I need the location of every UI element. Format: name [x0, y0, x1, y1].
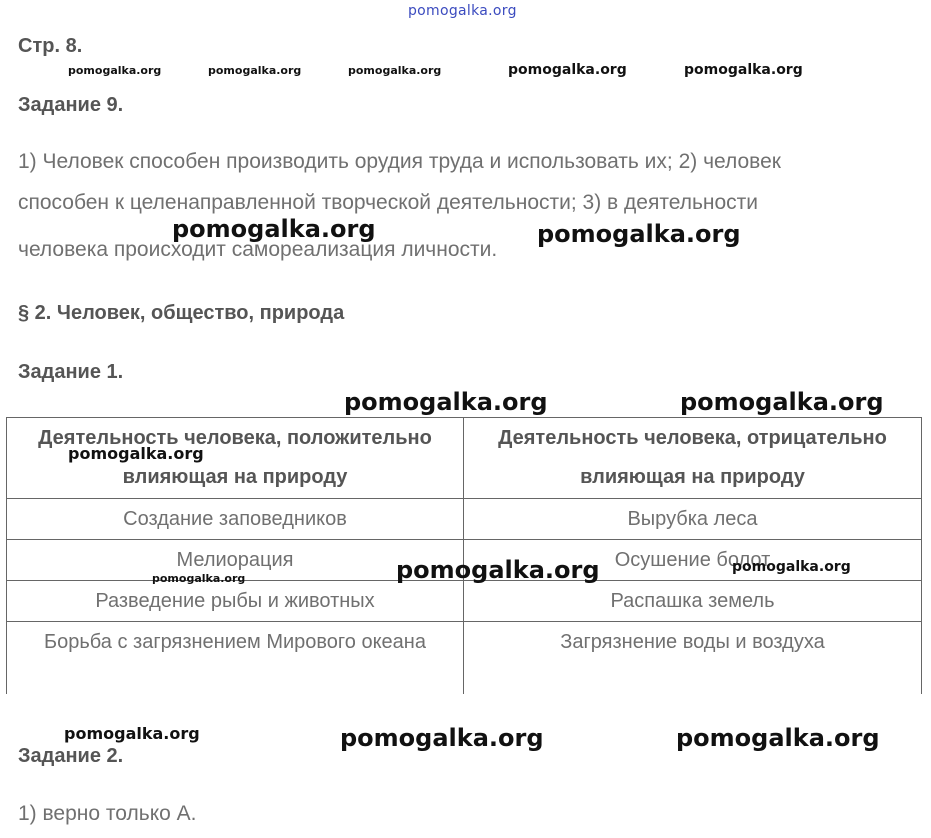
watermark: pomogalka.org — [684, 62, 803, 78]
table-row — [7, 622, 922, 695]
watermark: pomogalka.org — [732, 559, 851, 575]
table-header-positive: Деятельность человека, положительно влияющая на природу — [7, 418, 464, 499]
table-cell: Вырубка леса — [464, 499, 922, 540]
watermark: pomogalka.org — [172, 215, 376, 243]
watermark: pomogalka.org — [344, 388, 548, 416]
table-header-negative: Деятельность человека, отрицательно влияющая на природу — [464, 418, 922, 499]
watermark: pomogalka.org — [208, 64, 302, 77]
task9-line-3: человека происходит самореализация личности. — [18, 238, 498, 261]
watermark: pomogalka.org — [680, 388, 884, 416]
table-cell: Борьба с загрязнением Мирового океана — [7, 622, 464, 695]
table-cell: Загрязнение воды и воздуха — [464, 622, 922, 695]
watermark: pomogalka.org — [68, 64, 162, 77]
table-row — [7, 499, 922, 540]
task2-answer: 1) верно только А. — [18, 802, 197, 825]
watermark: pomogalka.org — [152, 572, 246, 585]
table-cell: Создание заповедников — [7, 499, 464, 540]
watermark-top: pomogalka.org — [408, 3, 517, 19]
task2-title: Задание 2. — [18, 745, 124, 767]
watermark: pomogalka.org — [676, 724, 880, 752]
table-row — [7, 581, 922, 622]
task9-title: Задание 9. — [18, 94, 124, 116]
table-cell: Мелиорация — [7, 540, 464, 581]
watermark: pomogalka.org — [68, 444, 204, 463]
page-label: Стр. 8. — [18, 35, 83, 57]
watermark: pomogalka.org — [508, 62, 627, 78]
watermark: pomogalka.org — [348, 64, 442, 77]
table-cell: Распашка земель — [464, 581, 922, 622]
task1-title: Задание 1. — [18, 361, 124, 383]
section-title: § 2. Человек, общество, природа — [18, 302, 345, 324]
table-cell: Осушение болот — [464, 540, 922, 581]
watermark: pomogalka.org — [64, 724, 200, 743]
watermark: pomogalka.org — [340, 724, 544, 752]
task9-line-1: 1) Человек способен производить орудия труда и использовать их; 2) человек — [18, 150, 781, 173]
watermark: pomogalka.org — [537, 220, 741, 248]
task9-line-2: способен к целенаправленной творческой деятельности; 3) в деятельности — [18, 191, 759, 214]
watermark: pomogalka.org — [396, 556, 600, 584]
table-cell: Разведение рыбы и животных — [7, 581, 464, 622]
